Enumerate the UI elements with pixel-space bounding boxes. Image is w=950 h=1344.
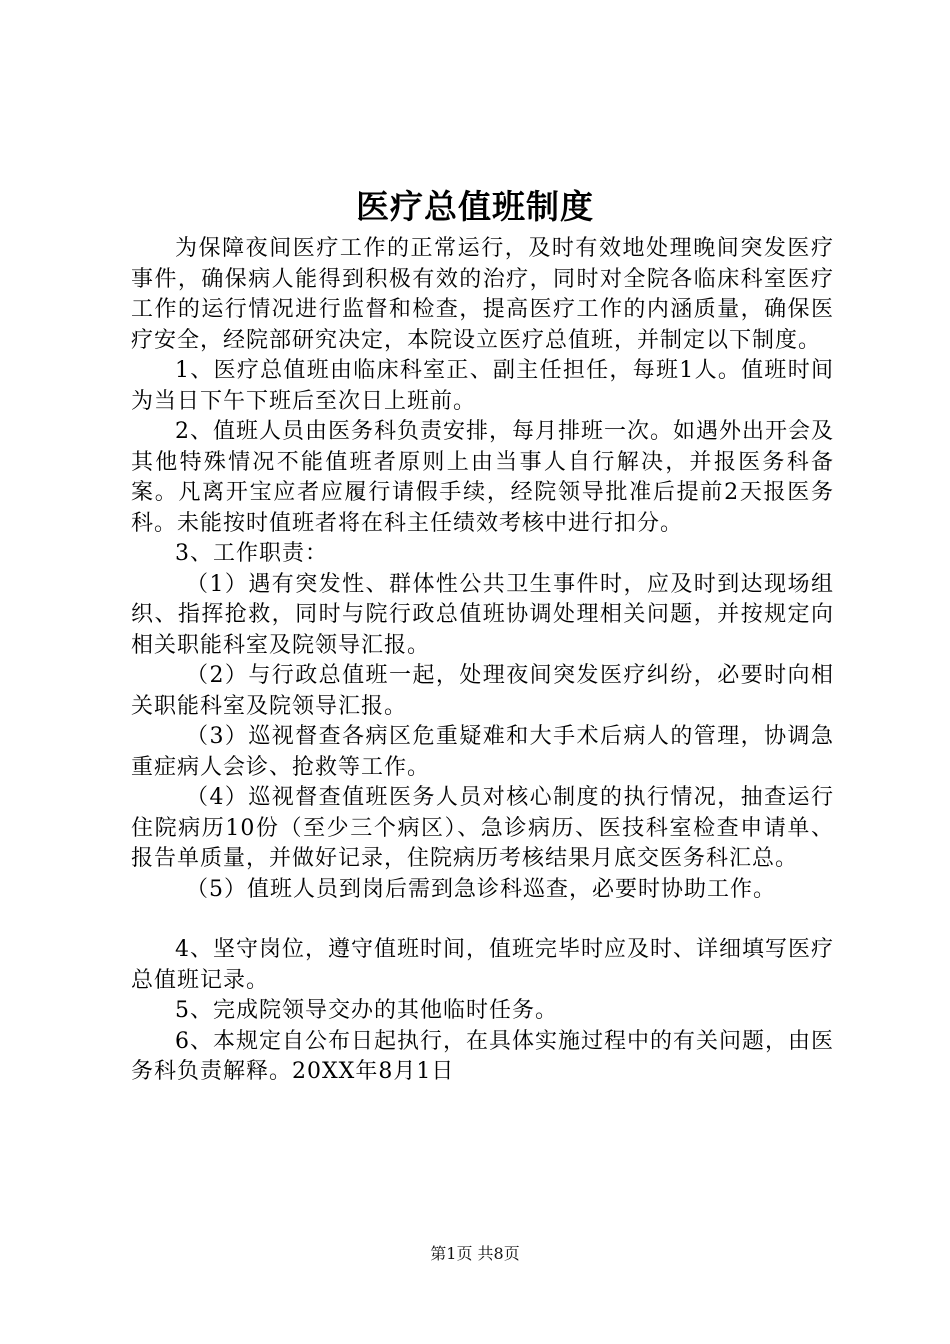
- blank-line: [131, 905, 834, 935]
- rule-4-paragraph: 4、坚守岗位，遵守值班时间，值班完毕时应及时、详细填写医疗总值班记录。: [131, 937, 834, 993]
- rule-6-paragraph: 6、本规定自公布日起执行，在具体实施过程中的有关问题，由医务科负责解释。20XX年8月1日: [131, 1028, 834, 1084]
- rule-5-paragraph: 5、完成院领导交办的其他临时任务。: [175, 998, 558, 1023]
- document-body: [131, 234, 834, 1088]
- duty-5-paragraph: （5）值班人员到岗后需到急诊科巡查，必要时协助工作。: [186, 876, 776, 902]
- duty-4-paragraph: （4）巡视督查值班医务人员对核心制度的执行情况，抽查运行住院病历10份（至少三个病区）、急诊病历、医技科室检查申请单、报告单质量，并做好记录，住院病历考核结果月底交医务科汇总。: [131, 785, 834, 871]
- document-title: 医疗总值班制度: [356, 187, 594, 226]
- rule-1-paragraph: 1、医疗总值班由临床科室正、副主任担任，每班1人。值班时间为当日下午下班后至次日上班前。: [131, 358, 834, 414]
- duty-1-paragraph: （1）遇有突发性、群体性公共卫生事件时，应及时到达现场组织、指挥抢救，同时与院行政总值班协调处理相关问题，并按规定向相关职能科室及院领导汇报。: [131, 571, 834, 658]
- rule-3-heading: 3、工作职责：: [175, 541, 328, 566]
- intro-paragraph: 为保障夜间医疗工作的正常运行，及时有效地处理晚间突发医疗事件，确保病人能得到积极有效的治疗，同时对全院各临床科室医疗工作的运行情况进行监督和检查，提高医疗工作的内涵质量，确保医疗安全，经院部研究决定，本院设立医疗总值班，并制定以下制度。: [131, 236, 834, 353]
- page-number-footer: 第1页 共8页: [430, 1244, 520, 1263]
- duty-2-paragraph: （2）与行政总值班一起，处理夜间突发医疗纠纷，必要时向相关职能科室及院领导汇报。: [131, 663, 834, 719]
- duty-3-paragraph: （3）巡视督查各病区危重疑难和大手术后病人的管理，协调急重症病人会诊、抢救等工作。: [131, 724, 834, 780]
- rule-2-paragraph: 2、值班人员由医务科负责安排，每月排班一次。如遇外出开会及其他特殊情况不能值班者原则上由当事人自行解决，并报医务科备案。凡离开宝应者应履行请假手续，经院领导批准后提前2天报医务科。未能按时值班者将在科主任绩效考核中进行扣分。: [131, 419, 834, 536]
